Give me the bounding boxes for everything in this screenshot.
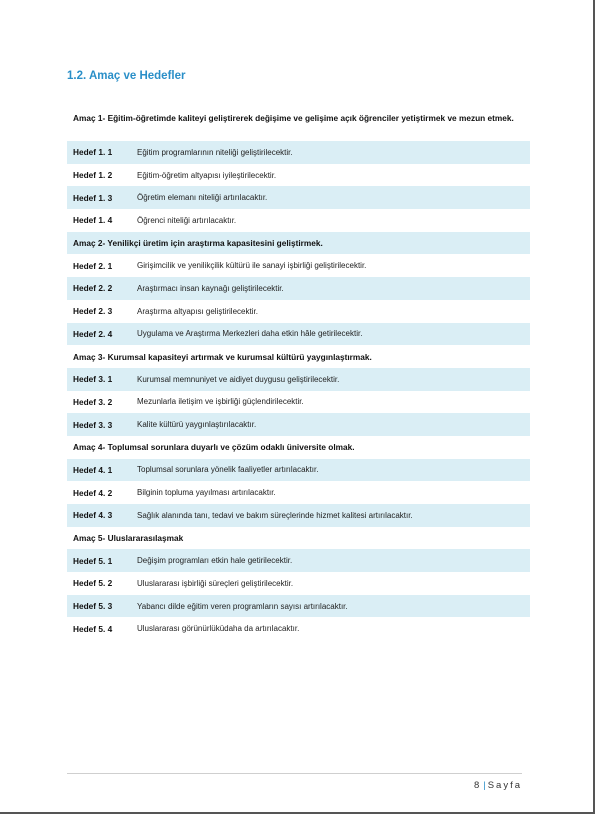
target-row: [67, 504, 530, 527]
target-row: [67, 164, 530, 187]
target-code: Hedef 4. 3: [73, 510, 113, 521]
footer-divider: [67, 773, 522, 774]
target-text: Yabancı dilde eğitim veren programların sayısı artırılacaktır.: [137, 601, 348, 611]
target-row: [67, 595, 530, 618]
target-code: Hedef 1. 2: [73, 170, 113, 181]
target-text: Araştırmacı insan kaynağı geliştirilecektir.: [137, 283, 284, 293]
target-row: [67, 617, 530, 640]
target-code: Hedef 3. 3: [73, 419, 113, 430]
goal-4-title: [67, 436, 530, 459]
target-code: Hedef 1. 1: [73, 147, 113, 158]
target-text: Öğretim elemanı niteliği artırılacaktır.: [137, 193, 268, 203]
goals-table: [67, 110, 530, 640]
goal-2-title-text: Amaç 2- Yenilikçi üretim için araştırma kapasitesini geliştirmek.: [73, 238, 323, 249]
target-text: Araştırma altyapısı geliştirilecektir.: [137, 306, 258, 316]
section-title: 1.2. Amaç ve Hedefler: [67, 70, 186, 82]
target-code: Hedef 4. 1: [73, 464, 113, 475]
target-row: [67, 141, 530, 164]
target-text: Sağlık alanında tanı, tedavi ve bakım süreçlerinde hizmet kalitesi artırılacaktır.: [137, 510, 413, 520]
goal-3-title: [67, 345, 530, 368]
target-text: Bilginin topluma yayılması artırılacaktır.: [137, 488, 276, 498]
target-code: Hedef 5. 3: [73, 601, 113, 612]
target-code: Hedef 2. 4: [73, 328, 113, 339]
target-row: [67, 481, 530, 504]
target-code: Hedef 5. 2: [73, 578, 113, 589]
target-code: Hedef 1. 4: [73, 215, 113, 226]
target-code: Hedef 2. 3: [73, 306, 113, 317]
target-row: [67, 254, 530, 277]
target-text: Öğrenci niteliği artırılacaktır.: [137, 215, 237, 225]
goal-2-title: [67, 232, 530, 255]
target-code: Hedef 5. 4: [73, 623, 113, 634]
target-text: Eğitim-öğretim altyapısı iyileştirilecektir.: [137, 170, 277, 180]
target-code: Hedef 4. 2: [73, 487, 113, 498]
target-text: Uluslararası görünürlüküdaha da artırılacaktır.: [137, 624, 300, 634]
target-row: [67, 549, 530, 572]
target-text: Toplumsal sorunlara yönelik faaliyetler artırılacaktır.: [137, 465, 319, 475]
target-code: Hedef 5. 1: [73, 555, 113, 566]
target-row: [67, 368, 530, 391]
target-text: Mezunlarla iletişim ve işbirliği güçlendirilecektir.: [137, 397, 304, 407]
goal-5-title-text: Amaç 5- Uluslararasılaşmak: [73, 533, 184, 544]
target-code: Hedef 1. 3: [73, 192, 113, 203]
target-row: [67, 186, 530, 209]
target-text: Eğitim programlarının niteliği geliştirilecektir.: [137, 147, 293, 157]
page-footer: [474, 780, 522, 791]
footer-separator: |: [483, 780, 486, 791]
goal-4-title-text: Amaç 4- Toplumsal sorunlara duyarlı ve çözüm odaklı üniversite olmak.: [73, 442, 355, 453]
target-code: Hedef 2. 2: [73, 283, 113, 294]
target-text: Uygulama ve Araştırma Merkezleri daha etkin hâle getirilecektir.: [137, 329, 363, 339]
target-text: Kalite kültürü yaygınlaştırılacaktır.: [137, 420, 257, 430]
goal-3-title-text: Amaç 3- Kurumsal kapasiteyi artırmak ve kurumsal kültürü yaygınlaştırmak.: [73, 351, 372, 362]
target-row: [67, 300, 530, 323]
target-code: Hedef 2. 1: [73, 260, 113, 271]
target-code: Hedef 3. 2: [73, 396, 113, 407]
target-row: [67, 459, 530, 482]
target-row: [67, 391, 530, 414]
page-number: 8: [473, 780, 482, 791]
target-row: [67, 413, 530, 436]
target-row: [67, 323, 530, 346]
target-row: [67, 572, 530, 595]
goal-5-title: [67, 527, 530, 550]
target-text: Girişimcilik ve yenilikçilik kültürü ile sanayi işbirliği geliştirilecektir.: [137, 261, 367, 271]
target-text: Uluslararası işbirliği süreçleri geliştirilecektir.: [137, 578, 294, 588]
goal-1-title: Amaç 1- Eğitim-öğretimde kaliteyi geliştirerek değişime ve gelişime açık öğrenciler yetiştirmek ve mezun etmek.: [73, 113, 514, 123]
page-label: Sayfa: [487, 780, 522, 791]
target-code: Hedef 3. 1: [73, 374, 113, 385]
target-row: [67, 209, 530, 232]
target-text: Kurumsal memnuniyet ve aidiyet duygusu geliştirilecektir.: [137, 374, 340, 384]
target-text: Değişim programları etkin hale getirilecektir.: [137, 556, 293, 566]
target-row: [67, 277, 530, 300]
